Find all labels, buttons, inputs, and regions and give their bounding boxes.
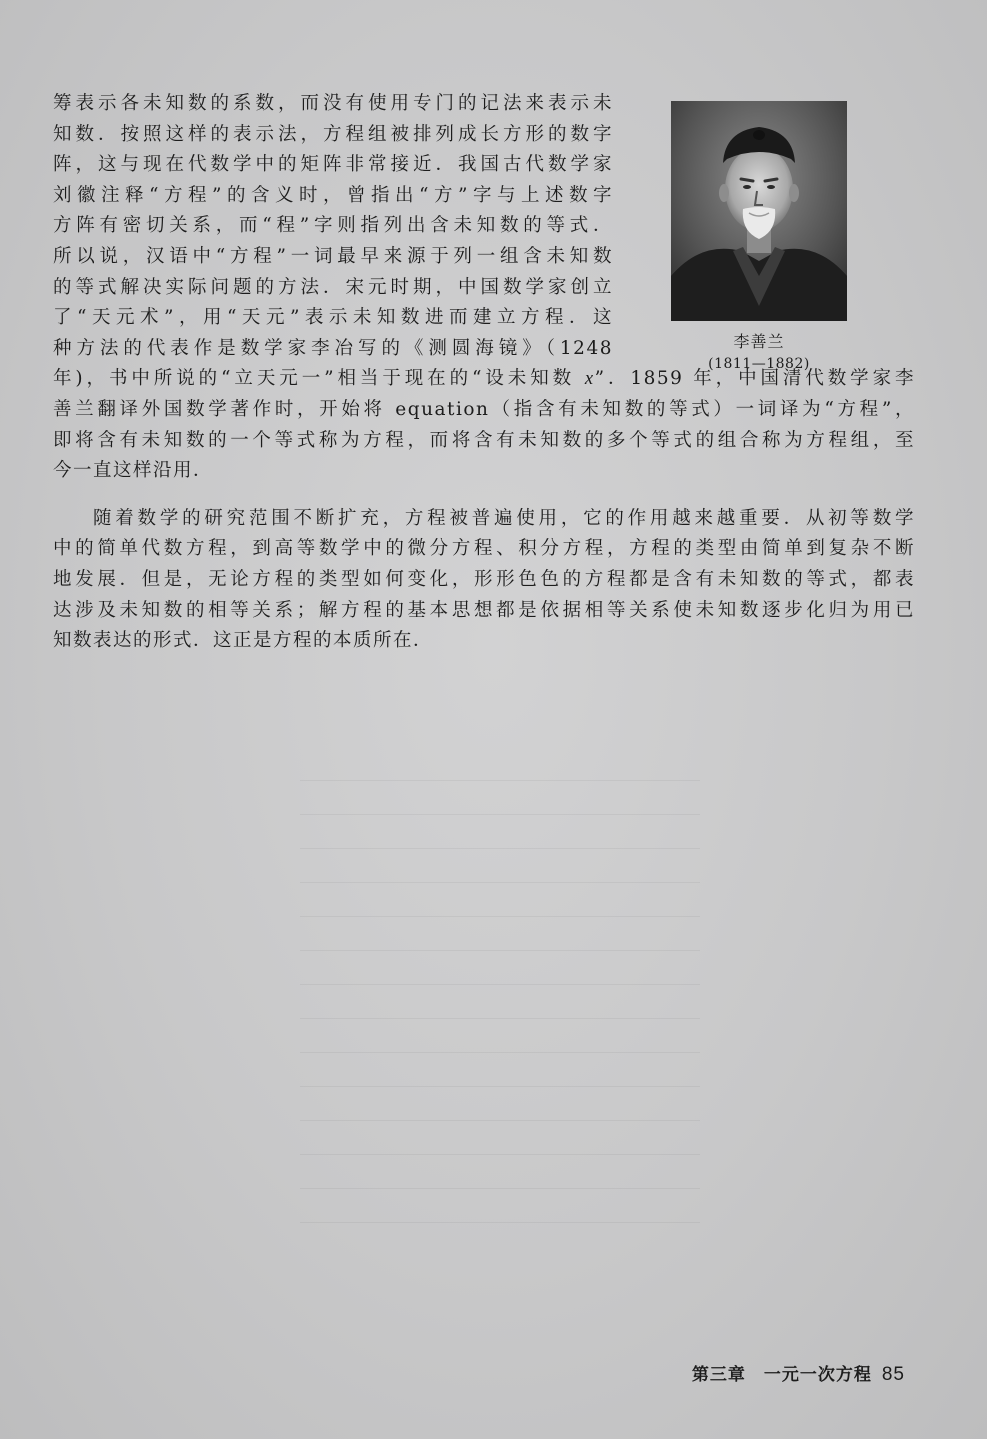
body-line: 知数．按照这样的表示法，方程组被排列成长方形的数字: [53, 123, 613, 145]
chapter-title: 第三章 一元一次方程: [691, 1365, 872, 1385]
portrait-illustration: [671, 101, 847, 321]
body-line: 即将含有未知数的一个等式称为方程，而将含有未知数的多个等式的组合称为方程组，至: [53, 429, 915, 451]
portrait-caption-years: (1811—1882): [708, 356, 810, 372]
page-footer: [692, 1360, 905, 1386]
page-number: 85: [881, 1364, 905, 1385]
variable-x: x: [584, 369, 595, 390]
body-line: 了“天元术”，用“天元”表示未知数进而建立方程．这: [53, 307, 613, 329]
body-line: 的等式解决实际问题的方法．宋元时期，中国数学家创立: [53, 276, 613, 298]
body-line: 阵，这与现在代数学中的矩阵非常接近．我国古代数学家: [53, 154, 613, 176]
body-line: 知数表达的形式．这正是方程的本质所在．: [53, 630, 434, 652]
body-line: 刘徽注释“方程”的含义时，曾指出“方”字与上述数字: [53, 184, 613, 206]
body-line: 地发展．但是，无论方程的类型如何变化，形形色色的方程都是含有未知数的等式，都表: [53, 568, 915, 590]
body-line: 所以说，汉语中“方程”一词最早来源于列一组含未知数: [53, 245, 613, 267]
body-line: 达涉及未知数的相等关系；解方程的基本思想都是依据相等关系使未知数逐步化归为用已: [53, 599, 915, 621]
paragraph-gap: [53, 487, 919, 504]
body-line: 种方法的代表作是数学家李冶写的《测圆海镜》（1248: [53, 337, 613, 359]
body-line: 随着数学的研究范围不断扩充，方程被普遍使用，它的作用越来越重要．从初等数学: [93, 507, 915, 529]
body-line: 善兰翻译外国数学著作时，开始将 equation（指含有未知数的等式）一词译为“方程”，: [53, 398, 915, 420]
portrait-photo: [671, 101, 847, 321]
bleed-through-texture: [300, 780, 700, 1230]
body-line-segment: ”．1859 年，中国清代数学家李: [594, 368, 915, 390]
portrait-caption-name: 李善兰: [733, 332, 785, 351]
body-line: 中的简单代数方程，到高等数学中的微分方程、积分方程，方程的类型由简单到复杂不断: [53, 538, 915, 560]
body-line: 筹表示各未知数的系数，而没有使用专门的记法来表示未: [53, 93, 613, 114]
body-line: 方阵有密切关系，而“程”字则指列出含未知数的等式．: [53, 215, 613, 237]
body-line: 今一直这样沿用．: [53, 460, 214, 482]
body-line-segment: 年)，书中所说的“立天元一”相当于现在的“设未知数: [53, 368, 585, 390]
